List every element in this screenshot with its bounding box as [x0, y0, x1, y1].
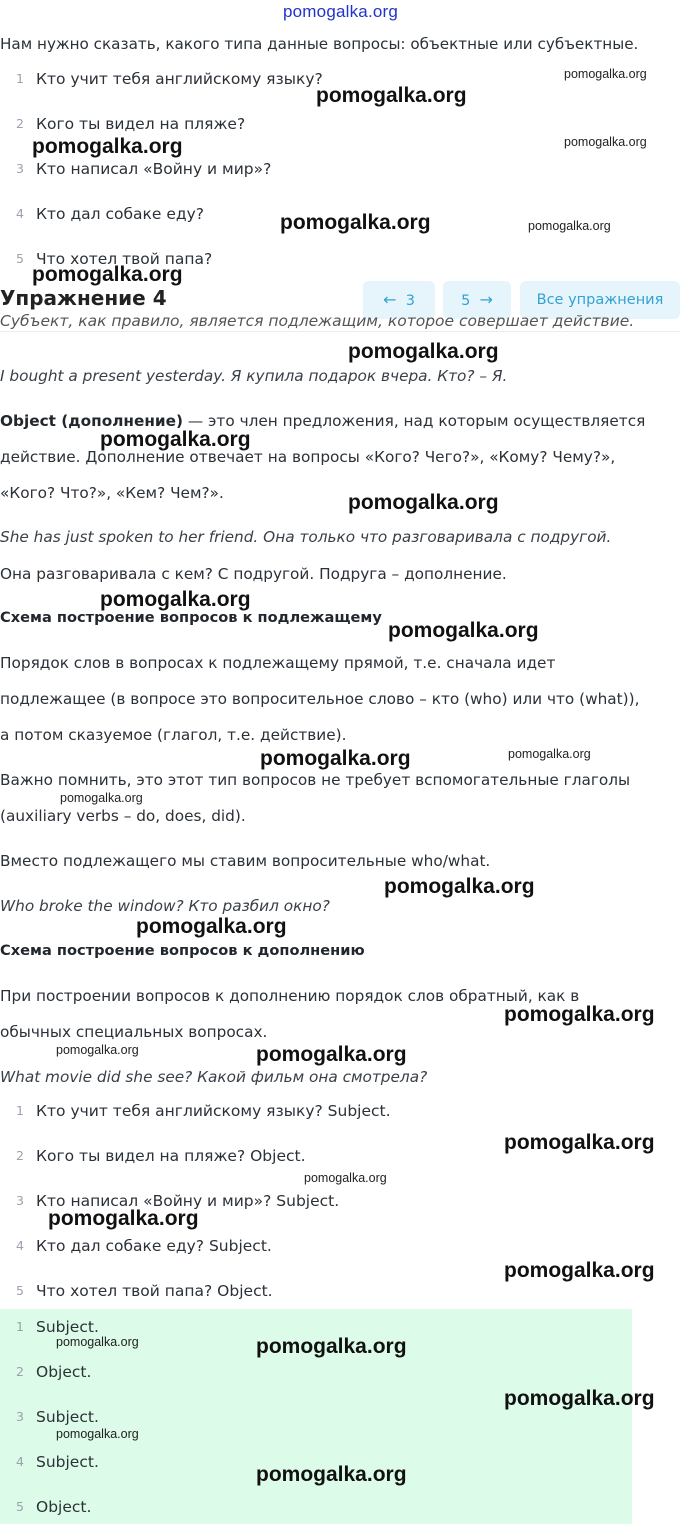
- task-intro: Нам нужно сказать, какого типа данные вопросы: объектные или субъектные.: [0, 35, 639, 53]
- watermark: pomogalka.org: [564, 135, 647, 149]
- list-text: Что хотел твой папа?: [36, 250, 213, 268]
- list-number: 5: [16, 1499, 24, 1514]
- answer-text: Object.: [36, 1498, 92, 1516]
- list-item: [0, 158, 660, 180]
- object-term: Object (дополнение): [0, 412, 184, 430]
- list-text: Кто дал собаке еду?: [36, 205, 205, 223]
- watermark: pomogalka.org: [504, 1131, 655, 1154]
- answer-text: Object.: [36, 1363, 92, 1381]
- solution-text: Кто учит тебя английскому языку? Subject.: [36, 1102, 391, 1120]
- watermark: pomogalka.org: [56, 1043, 139, 1057]
- prev-exercise-label: 3: [405, 293, 415, 309]
- cut-off-line: [0, 312, 680, 338]
- list-number: 5: [16, 251, 24, 266]
- watermark: pomogalka.org: [60, 791, 143, 805]
- list-number: 4: [16, 206, 24, 221]
- watermark: pomogalka.org: [304, 1171, 387, 1185]
- arrow-left-icon: ←: [383, 290, 397, 309]
- watermark: pomogalka.org: [388, 619, 539, 642]
- list-number: 4: [16, 1454, 24, 1469]
- watermark: pomogalka.org: [280, 211, 431, 234]
- watermark: pomogalka.org: [256, 1463, 407, 1486]
- exercise-title: Упражнение 4: [0, 286, 167, 310]
- example-2-note: Она разговаривала с кем? С подругой. Подруга – дополнение.: [0, 565, 507, 583]
- object-definition-text: — это член предложения, над которым осуществляется: [183, 412, 646, 430]
- schema-subject-p5: (auxiliary verbs – do, does, did).: [0, 807, 246, 825]
- answer-text: Subject.: [36, 1408, 99, 1426]
- watermark: pomogalka.org: [56, 1335, 139, 1349]
- list-text: Кто учит тебя английскому языку?: [36, 70, 323, 88]
- schema-subject-p3: а потом сказуемое (глагол, т.е. действие).: [0, 726, 347, 744]
- watermark: pomogalka.org: [348, 491, 499, 514]
- watermark: pomogalka.org: [100, 428, 251, 451]
- watermark: pomogalka.org: [56, 1427, 139, 1441]
- schema-subject-p6: Вместо подлежащего мы ставим вопросительные who/what.: [0, 852, 491, 870]
- list-number: 1: [16, 1103, 24, 1118]
- watermark: pomogalka.org: [256, 1043, 407, 1066]
- list-number: 4: [16, 1238, 24, 1253]
- object-definition-line-2: действие. Дополнение отвечает на вопросы «Кого? Чего?», «Кому? Чему?»,: [0, 448, 616, 466]
- schema-subject-p2: подлежащее (в вопросе это вопросительное слово – кто (who) или что (what)),: [0, 690, 640, 708]
- arrow-right-icon: →: [479, 290, 493, 309]
- all-exercises-label: Все упражнения: [536, 292, 664, 308]
- solution-text: Что хотел твой папа? Object.: [36, 1282, 273, 1300]
- list-number: 2: [16, 116, 24, 131]
- answer-text: Subject.: [36, 1453, 99, 1471]
- watermark: pomogalka.org: [32, 135, 183, 158]
- watermark: pomogalka.org: [316, 84, 467, 107]
- list-number: 5: [16, 1283, 24, 1298]
- list-text: Кто написал «Войну и мир»?: [36, 160, 272, 178]
- schema-subject-p1: Порядок слов в вопросах к подлежащему прямой, т.е. сначала идет: [0, 654, 556, 672]
- watermark: pomogalka.org: [100, 588, 251, 611]
- watermark: pomogalka.org: [136, 915, 287, 938]
- solution-text: Кого ты видел на пляже? Object.: [36, 1147, 306, 1165]
- cut-off-text: Субъект, как правило, является подлежащим, которое совершает действие.: [0, 312, 635, 330]
- solution-item: [0, 1280, 660, 1302]
- next-exercise-label: 5: [461, 293, 471, 309]
- solution-item: [0, 1235, 660, 1257]
- list-number: 3: [16, 1193, 24, 1208]
- example-1: I bought a present yesterday. Я купила подарок вчера. Кто? – Я.: [0, 367, 508, 385]
- list-number: 1: [16, 71, 24, 86]
- schema-subject-title: Схема построение вопросов к подлежащему: [0, 609, 382, 626]
- solution-text: Кто дал собаке еду? Subject.: [36, 1237, 272, 1255]
- answer-item: [0, 1496, 660, 1518]
- watermark: pomogalka.org: [504, 1387, 655, 1410]
- list-text: Кого ты видел на пляже?: [36, 115, 246, 133]
- solution-text: Кто написал «Войну и мир»? Subject.: [36, 1192, 340, 1210]
- list-number: 1: [16, 1319, 24, 1334]
- list-item: [0, 113, 660, 135]
- watermark: pomogalka.org: [528, 219, 611, 233]
- site-header-link[interactable]: pomogalka.org: [283, 2, 399, 21]
- schema-object-p2: обычных специальных вопросах.: [0, 1023, 268, 1041]
- example-2: She has just spoken to her friend. Она только что разговаривала с подругой.: [0, 528, 612, 546]
- schema-object-p1: При построении вопросов к дополнению порядок слов обратный, как в: [0, 987, 580, 1005]
- schema-subject-p4: Важно помнить, это этот тип вопросов не требует вспомогательные глаголы: [0, 771, 631, 789]
- object-definition-line-3: «Кого? Что?», «Кем? Чем?».: [0, 484, 224, 502]
- watermark: pomogalka.org: [504, 1003, 655, 1026]
- list-number: 3: [16, 161, 24, 176]
- watermark: pomogalka.org: [32, 263, 183, 286]
- watermark: pomogalka.org: [564, 67, 647, 81]
- solution-item: [0, 1100, 660, 1122]
- answer-item: [0, 1361, 660, 1383]
- schema-object-title: Схема построение вопросов к дополнению: [0, 942, 365, 959]
- list-number: 2: [16, 1364, 24, 1379]
- list-number: 2: [16, 1148, 24, 1163]
- watermark: pomogalka.org: [348, 340, 499, 363]
- watermark: pomogalka.org: [48, 1207, 199, 1230]
- example-4: What movie did she see? Какой фильм она смотрела?: [0, 1068, 428, 1086]
- list-number: 3: [16, 1409, 24, 1424]
- answer-text: Subject.: [36, 1318, 99, 1336]
- watermark: pomogalka.org: [384, 875, 535, 898]
- watermark: pomogalka.org: [504, 1259, 655, 1282]
- watermark: pomogalka.org: [256, 1335, 407, 1358]
- watermark: pomogalka.org: [260, 747, 411, 770]
- watermark: pomogalka.org: [508, 747, 591, 761]
- example-3: Who broke the window? Кто разбил окно?: [0, 897, 330, 915]
